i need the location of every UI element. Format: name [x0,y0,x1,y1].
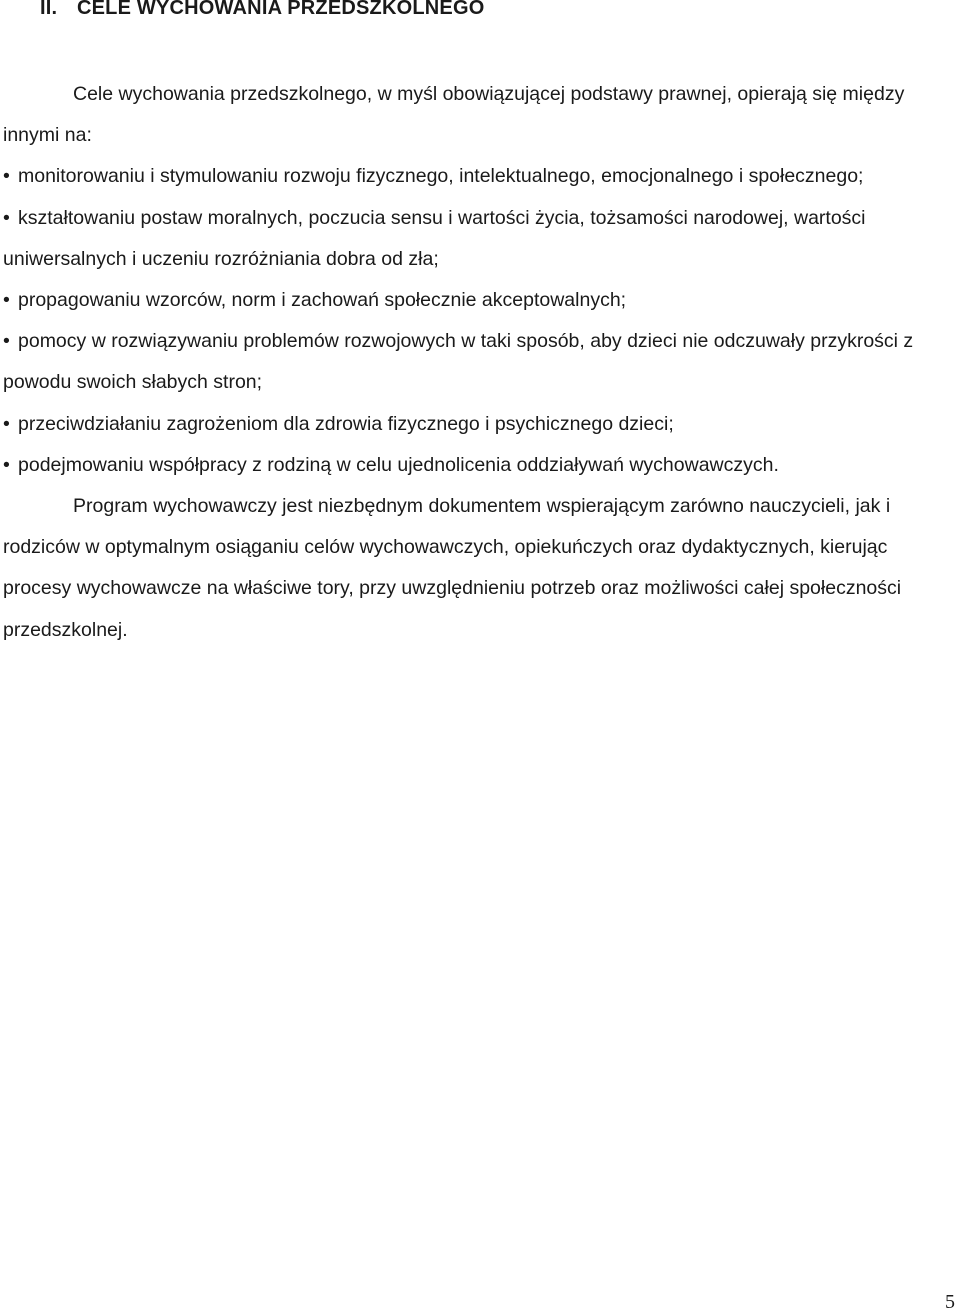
bullet-icon: • [3,289,10,312]
list-item-text: pomocy w rozwiązywaniu problemów rozwojowych w taki sposób, aby dzieci nie odczuwały przykrości z powodu swoich słabych stron; [3,330,914,394]
intro-paragraph: Cele wychowania przedszkolnego, w myśl obowiązującej podstawy prawnej, opierają się między innymi na: [3,83,905,147]
list-item-text: podejmowaniu współpracy z rodziną w celu ujednolicenia oddziaływań wychowawczych. [18,453,779,476]
section-heading [40,0,484,22]
section-number: II. [40,0,58,19]
list-item-text: monitorowaniu i stymulowaniu rozwoju fizycznego, intelektualnego, emocjonalnego i społecznego; [18,165,864,188]
list-item [3,280,957,321]
list-item [3,156,957,197]
list-item [3,321,957,403]
bullet-icon: • [3,206,10,229]
body-text [3,74,957,651]
list-item-text: propagowaniu wzorców, norm i zachowań społecznie akceptowalnych; [18,289,627,312]
list-item [3,445,957,486]
section-title: CELE WYCHOWANIA PRZEDSZKOLNEGO [77,0,485,19]
list-item-text: przeciwdziałaniu zagrożeniom dla zdrowia fizycznego i psychicznego dzieci; [18,412,674,435]
bullet-icon: • [3,330,10,353]
bullet-icon: • [3,412,10,435]
bullet-icon: • [3,453,10,476]
page-number: 5 [945,1291,955,1313]
closing-paragraph: Program wychowawczy jest niezbędnym dokumentem wspierającym zarówno nauczycieli, jak i rodziców w optymalnym osiąganiu celów wychowawczych, opiekuńczych oraz dydaktycznych, kierując procesy wychowawcze na właściwe tory, przy uwzględnieniu potrzeb oraz możliwości całej społeczności przedszkolnej. [3,495,902,641]
list-item [3,198,957,280]
list-item-text: kształtowaniu postaw moralnych, poczucia sensu i wartości życia, tożsamości narodowej, wartości uniwersalnych i uczeniu rozróżniania dobra od zła; [3,206,866,270]
list-item [3,404,957,445]
bullet-icon: • [3,165,10,188]
